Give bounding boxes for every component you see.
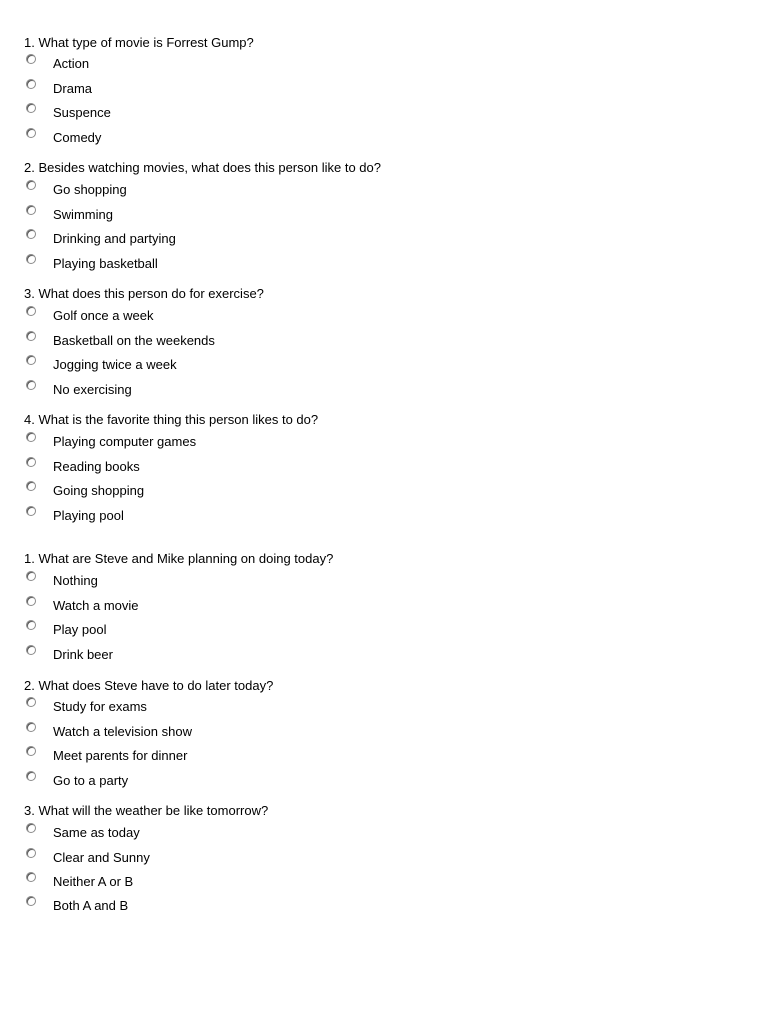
radio-button[interactable]: [26, 697, 36, 707]
radio-button[interactable]: [26, 457, 36, 467]
option-label: Drinking and partying: [53, 231, 176, 246]
radio-button[interactable]: [26, 54, 36, 64]
option-label: Jogging twice a week: [53, 357, 177, 372]
answer-option[interactable]: [24, 596, 444, 618]
answer-option[interactable]: [24, 771, 444, 793]
answer-option[interactable]: [24, 229, 444, 251]
option-label: Same as today: [53, 825, 140, 840]
answer-option[interactable]: [24, 571, 444, 593]
answer-option[interactable]: [24, 457, 444, 479]
question-text: 2. Besides watching movies, what does this person like to do?: [24, 160, 381, 175]
radio-button[interactable]: [26, 746, 36, 756]
option-label: Suspence: [53, 105, 111, 120]
answer-option[interactable]: [24, 506, 444, 528]
option-label: Watch a television show: [53, 724, 192, 739]
radio-button[interactable]: [26, 103, 36, 113]
option-label: Both A and B: [53, 898, 129, 913]
radio-button[interactable]: [26, 180, 36, 190]
answer-option[interactable]: [24, 254, 444, 276]
option-label: Golf once a week: [53, 308, 154, 323]
radio-button[interactable]: [26, 722, 36, 732]
answer-option[interactable]: [24, 896, 444, 918]
radio-button[interactable]: [26, 506, 36, 516]
answer-option[interactable]: [24, 380, 444, 402]
radio-button[interactable]: [26, 848, 36, 858]
answer-option[interactable]: [24, 746, 444, 768]
radio-button[interactable]: [26, 823, 36, 833]
option-label: Watch a movie: [53, 598, 139, 613]
option-label: Study for exams: [53, 699, 147, 714]
radio-button[interactable]: [26, 571, 36, 581]
option-label: Meet parents for dinner: [53, 748, 188, 763]
question-text: 2. What does Steve have to do later today?: [24, 678, 274, 693]
option-label: Basketball on the weekends: [53, 333, 215, 348]
radio-button[interactable]: [26, 872, 36, 882]
radio-button[interactable]: [26, 771, 36, 781]
question-text: 1. What type of movie is Forrest Gump?: [24, 35, 254, 50]
option-label: Playing pool: [53, 508, 124, 523]
option-label: Playing basketball: [53, 256, 158, 271]
radio-button[interactable]: [26, 596, 36, 606]
answer-option[interactable]: [24, 697, 444, 719]
radio-button[interactable]: [26, 331, 36, 341]
answer-option[interactable]: [24, 722, 444, 744]
answer-option[interactable]: [24, 180, 444, 202]
option-label: Action: [53, 56, 90, 71]
answer-option[interactable]: [24, 306, 444, 328]
radio-button[interactable]: [26, 620, 36, 630]
option-label: Reading books: [53, 459, 140, 474]
radio-button[interactable]: [26, 896, 36, 906]
radio-button[interactable]: [26, 306, 36, 316]
answer-option[interactable]: [24, 432, 444, 454]
radio-button[interactable]: [26, 254, 36, 264]
question-text: 1. What are Steve and Mike planning on doing today?: [24, 551, 334, 566]
option-label: Drink beer: [53, 647, 113, 662]
answer-option[interactable]: [24, 128, 444, 150]
radio-button[interactable]: [26, 355, 36, 365]
answer-option[interactable]: [24, 823, 444, 845]
radio-button[interactable]: [26, 229, 36, 239]
question-text: 4. What is the favorite thing this person likes to do?: [24, 412, 319, 427]
answer-option[interactable]: [24, 355, 444, 377]
option-label: Go shopping: [53, 182, 127, 197]
option-label: Playing computer games: [53, 434, 197, 449]
radio-button[interactable]: [26, 79, 36, 89]
question-text: 3. What does this person do for exercise?: [24, 286, 264, 301]
option-label: Drama: [53, 81, 93, 96]
option-label: No exercising: [53, 382, 132, 397]
answer-option[interactable]: [24, 79, 444, 101]
option-label: Nothing: [53, 573, 98, 588]
radio-button[interactable]: [26, 205, 36, 215]
answer-option[interactable]: [24, 331, 444, 353]
radio-button[interactable]: [26, 432, 36, 442]
radio-button[interactable]: [26, 128, 36, 138]
option-label: Go to a party: [53, 773, 129, 788]
question-text: 3. What will the weather be like tomorrow?: [24, 803, 269, 818]
radio-button[interactable]: [26, 380, 36, 390]
option-label: Swimming: [53, 207, 113, 222]
option-label: Comedy: [53, 130, 102, 145]
radio-button[interactable]: [26, 645, 36, 655]
answer-option[interactable]: [24, 848, 444, 870]
option-label: Neither A or B: [53, 874, 134, 889]
answer-option[interactable]: [24, 205, 444, 227]
radio-button[interactable]: [26, 481, 36, 491]
answer-option[interactable]: [24, 481, 444, 503]
answer-option[interactable]: [24, 620, 444, 642]
answer-option[interactable]: [24, 103, 444, 125]
option-label: Play pool: [53, 622, 107, 637]
answer-option[interactable]: [24, 872, 444, 894]
answer-option[interactable]: [24, 645, 444, 667]
option-label: Going shopping: [53, 483, 145, 498]
option-label: Clear and Sunny: [53, 850, 150, 865]
answer-option[interactable]: [24, 54, 444, 76]
